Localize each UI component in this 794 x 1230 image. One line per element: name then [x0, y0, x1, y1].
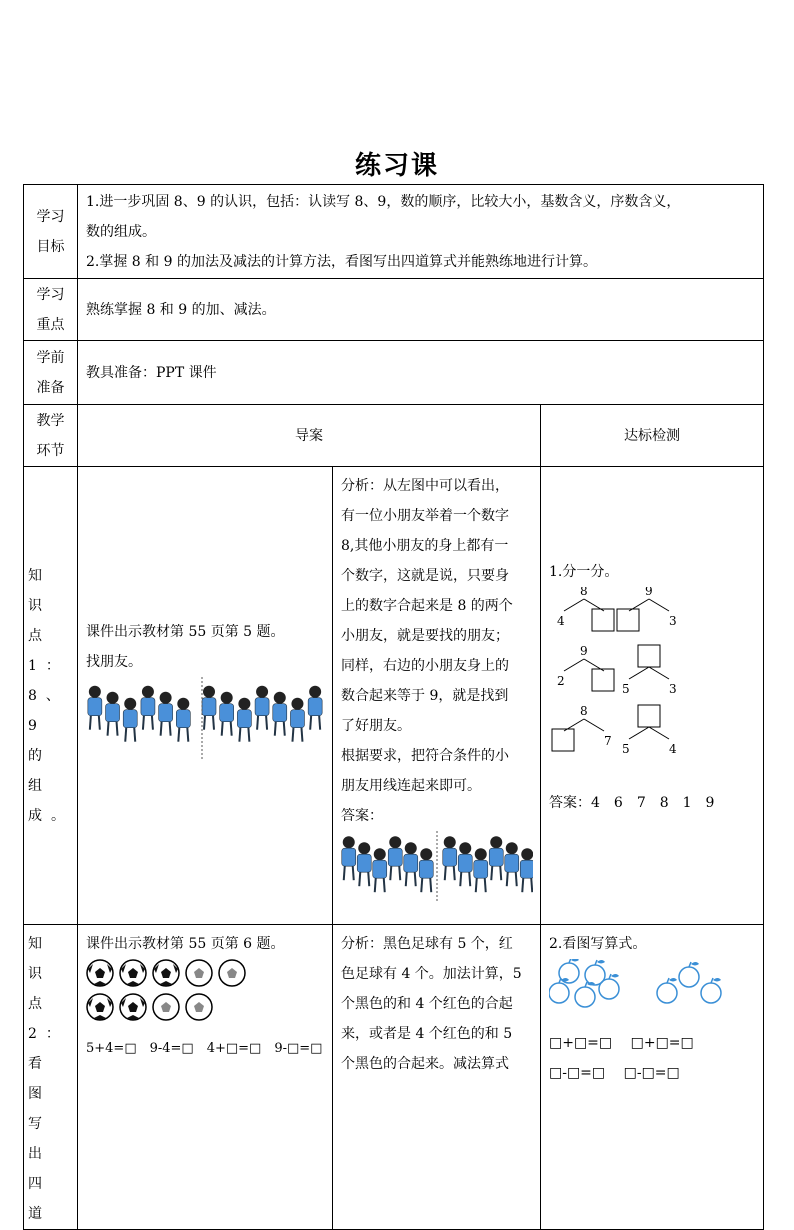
- child-figure: [88, 686, 102, 730]
- white-soccer-ball: [219, 960, 245, 986]
- child-figure: [159, 692, 173, 736]
- k1-analysis-line: 根据要求，把符合条件的小: [341, 748, 509, 764]
- black-soccer-ball: [87, 994, 113, 1020]
- child-figure: [458, 842, 472, 886]
- tree-left-number: 5: [622, 742, 630, 756]
- k1-analysis-line: 答案：: [341, 808, 383, 824]
- tree-top-number: 9: [580, 644, 588, 658]
- child-figure: [290, 698, 304, 742]
- k1-analysis-line: 了好朋友。: [341, 718, 411, 734]
- child-figure: [237, 698, 251, 742]
- guide-header: 导案: [78, 405, 541, 467]
- k1-analysis-line: 上的数字合起来是 8 的两个: [341, 598, 513, 614]
- k1-check-cell: [541, 467, 764, 925]
- tree-left-number: 2: [557, 674, 565, 688]
- k2-label: 知 识 点 2： 看 图 写 出 四 道: [24, 925, 78, 1230]
- number-tree: [557, 587, 614, 631]
- tree-left-number: 5: [622, 682, 630, 696]
- k1-label: 知 识 点 1： 8、9 的 组 成。: [24, 467, 78, 925]
- apple-icon: [575, 982, 595, 1007]
- lesson-table: [23, 184, 764, 1230]
- tree-top-number: 9: [645, 587, 653, 598]
- child-figure: [342, 836, 356, 880]
- child-figure: [489, 836, 503, 880]
- eq-add-2: □+□=□: [630, 1035, 694, 1051]
- k1-analysis-line: 8,其他小朋友的身上都有一: [341, 538, 509, 554]
- black-soccer-ball: [120, 960, 146, 986]
- k2-analysis-line: 色足球有 4 个。加法计算，5: [341, 966, 522, 982]
- k2-task-cell: 课件出示教材第 55 页第 6 题。 5+4=□ 9-4=□ 4+□=□ 9-□=□: [78, 925, 333, 1230]
- child-figure: [308, 686, 322, 730]
- child-figure: [255, 686, 269, 730]
- k2-analysis-line: 个黑色的合起来。减法算式: [341, 1056, 509, 1072]
- white-soccer-ball: [186, 994, 212, 1020]
- apple-icon: [599, 974, 619, 999]
- answer-box[interactable]: [638, 645, 660, 667]
- number-tree: [622, 645, 677, 696]
- children-illustration: [86, 677, 324, 759]
- answer-box[interactable]: [638, 705, 660, 727]
- child-figure: [404, 842, 418, 886]
- k1-analysis-line: 分析：从左图中可以看出，: [341, 478, 509, 494]
- focus-label: 学习 重点: [24, 279, 78, 341]
- child-figure: [373, 848, 387, 892]
- apples: [549, 959, 749, 1017]
- k2-analysis-cell: [333, 925, 541, 1230]
- answer-box[interactable]: [552, 729, 574, 751]
- k1-analysis-cell: [333, 467, 541, 925]
- answer-illustration: [341, 831, 533, 903]
- answer-box[interactable]: [592, 609, 614, 631]
- tree-top-number: 8: [580, 704, 588, 718]
- tree-right-number: 3: [669, 682, 677, 696]
- number-trees: [549, 587, 754, 777]
- k2-analysis-line: 个黑色的和 4 个红色的合起: [341, 996, 513, 1012]
- child-figure: [123, 698, 137, 742]
- check-title-2: 2.看图写算式。: [549, 936, 647, 952]
- child-figure: [505, 842, 519, 886]
- child-figure: [357, 842, 371, 886]
- eq-sub-2: □-□=□: [623, 1065, 680, 1081]
- child-figure: [273, 692, 287, 736]
- tree-right-number: 4: [669, 742, 677, 756]
- tree-right-number: 7: [604, 734, 612, 748]
- number-tree: [617, 587, 677, 631]
- eq-sub-1: □-□=□: [549, 1065, 606, 1081]
- k2-analysis-line: 来，或者是 4 个红色的和 5: [341, 1026, 513, 1042]
- k1-analysis-line: 有一位小朋友举着一个数字: [341, 508, 509, 524]
- k1-analysis-line: 同样，右边的小朋友身上的: [341, 658, 509, 674]
- child-figure: [202, 686, 216, 730]
- prep-label: 学前 准备: [24, 341, 78, 405]
- answer-box[interactable]: [617, 609, 639, 631]
- number-tree: [552, 704, 612, 751]
- check-header: 达标检测: [541, 405, 764, 467]
- k1-analysis-line: 个数字，这就是说，只要身: [341, 568, 509, 584]
- k1-analysis-line: 数合起来等于 9，就是找到: [341, 688, 509, 704]
- white-soccer-ball: [153, 994, 179, 1020]
- tree-right-number: 3: [669, 614, 677, 628]
- page-title: 练习课: [354, 151, 439, 181]
- black-soccer-ball: [120, 994, 146, 1020]
- k2-analysis-line: 分析：黑色足球有 5 个，红: [341, 936, 513, 952]
- k2-check-cell: [541, 925, 764, 1230]
- k2-equations: 5+4=□ 9-4=□ 4+□=□ 9-□=□: [86, 1041, 323, 1056]
- answer-box[interactable]: [592, 669, 614, 691]
- tree-top-number: 8: [580, 587, 588, 598]
- check-title-1: 1.分一分。: [549, 564, 619, 580]
- child-figure: [474, 848, 488, 892]
- child-figure: [388, 836, 402, 880]
- child-figure: [443, 836, 457, 880]
- k1-answer: 答案：4 6 7 8 1 9: [549, 795, 715, 811]
- k1-analysis-line: 朋友用线连起来即可。: [341, 778, 481, 794]
- section-label: 教学 环节: [24, 405, 78, 467]
- child-figure: [106, 692, 120, 736]
- black-soccer-ball: [153, 960, 179, 986]
- number-tree: [557, 644, 614, 691]
- goal-label: 学习 目标: [24, 185, 78, 279]
- apple-icon: [657, 978, 677, 1003]
- tree-left-number: 4: [557, 614, 565, 628]
- child-figure: [520, 848, 533, 892]
- goal-text: 1.进一步巩固 8、9 的认识，包括：认读写 8、9，数的顺序，比较大小，基数含义，序数含义， 数的组成。 2.掌握 8 和 9 的加法及减法的计算方法，看图写出四道算式并能熟练地进行计算。: [78, 185, 764, 279]
- prep-text: 教具准备：PPT 课件: [78, 341, 764, 405]
- eq-add-1: □+□=□: [549, 1035, 613, 1051]
- row-section: [24, 405, 764, 467]
- white-soccer-ball: [186, 960, 212, 986]
- apple-icon: [701, 978, 721, 1003]
- row-focus: [24, 279, 764, 341]
- black-soccer-ball: [87, 960, 113, 986]
- row-goal: [24, 185, 764, 279]
- row-k2: [24, 925, 764, 1230]
- child-figure: [141, 686, 155, 730]
- child-figure: [220, 692, 234, 736]
- child-figure: [176, 698, 190, 742]
- k1-task-cell: 课件出示教材第 55 页第 5 题。 找朋友。: [78, 467, 333, 925]
- apple-icon: [679, 962, 699, 987]
- number-tree: [622, 705, 677, 756]
- k1-analysis-line: 小朋友，就是要找的朋友；: [341, 628, 509, 644]
- row-k1: [24, 467, 764, 925]
- child-figure: [419, 848, 433, 892]
- row-prep: [24, 341, 764, 405]
- focus-text: 熟练掌握 8 和 9 的加、减法。: [78, 279, 764, 341]
- soccer-balls: [86, 959, 256, 1023]
